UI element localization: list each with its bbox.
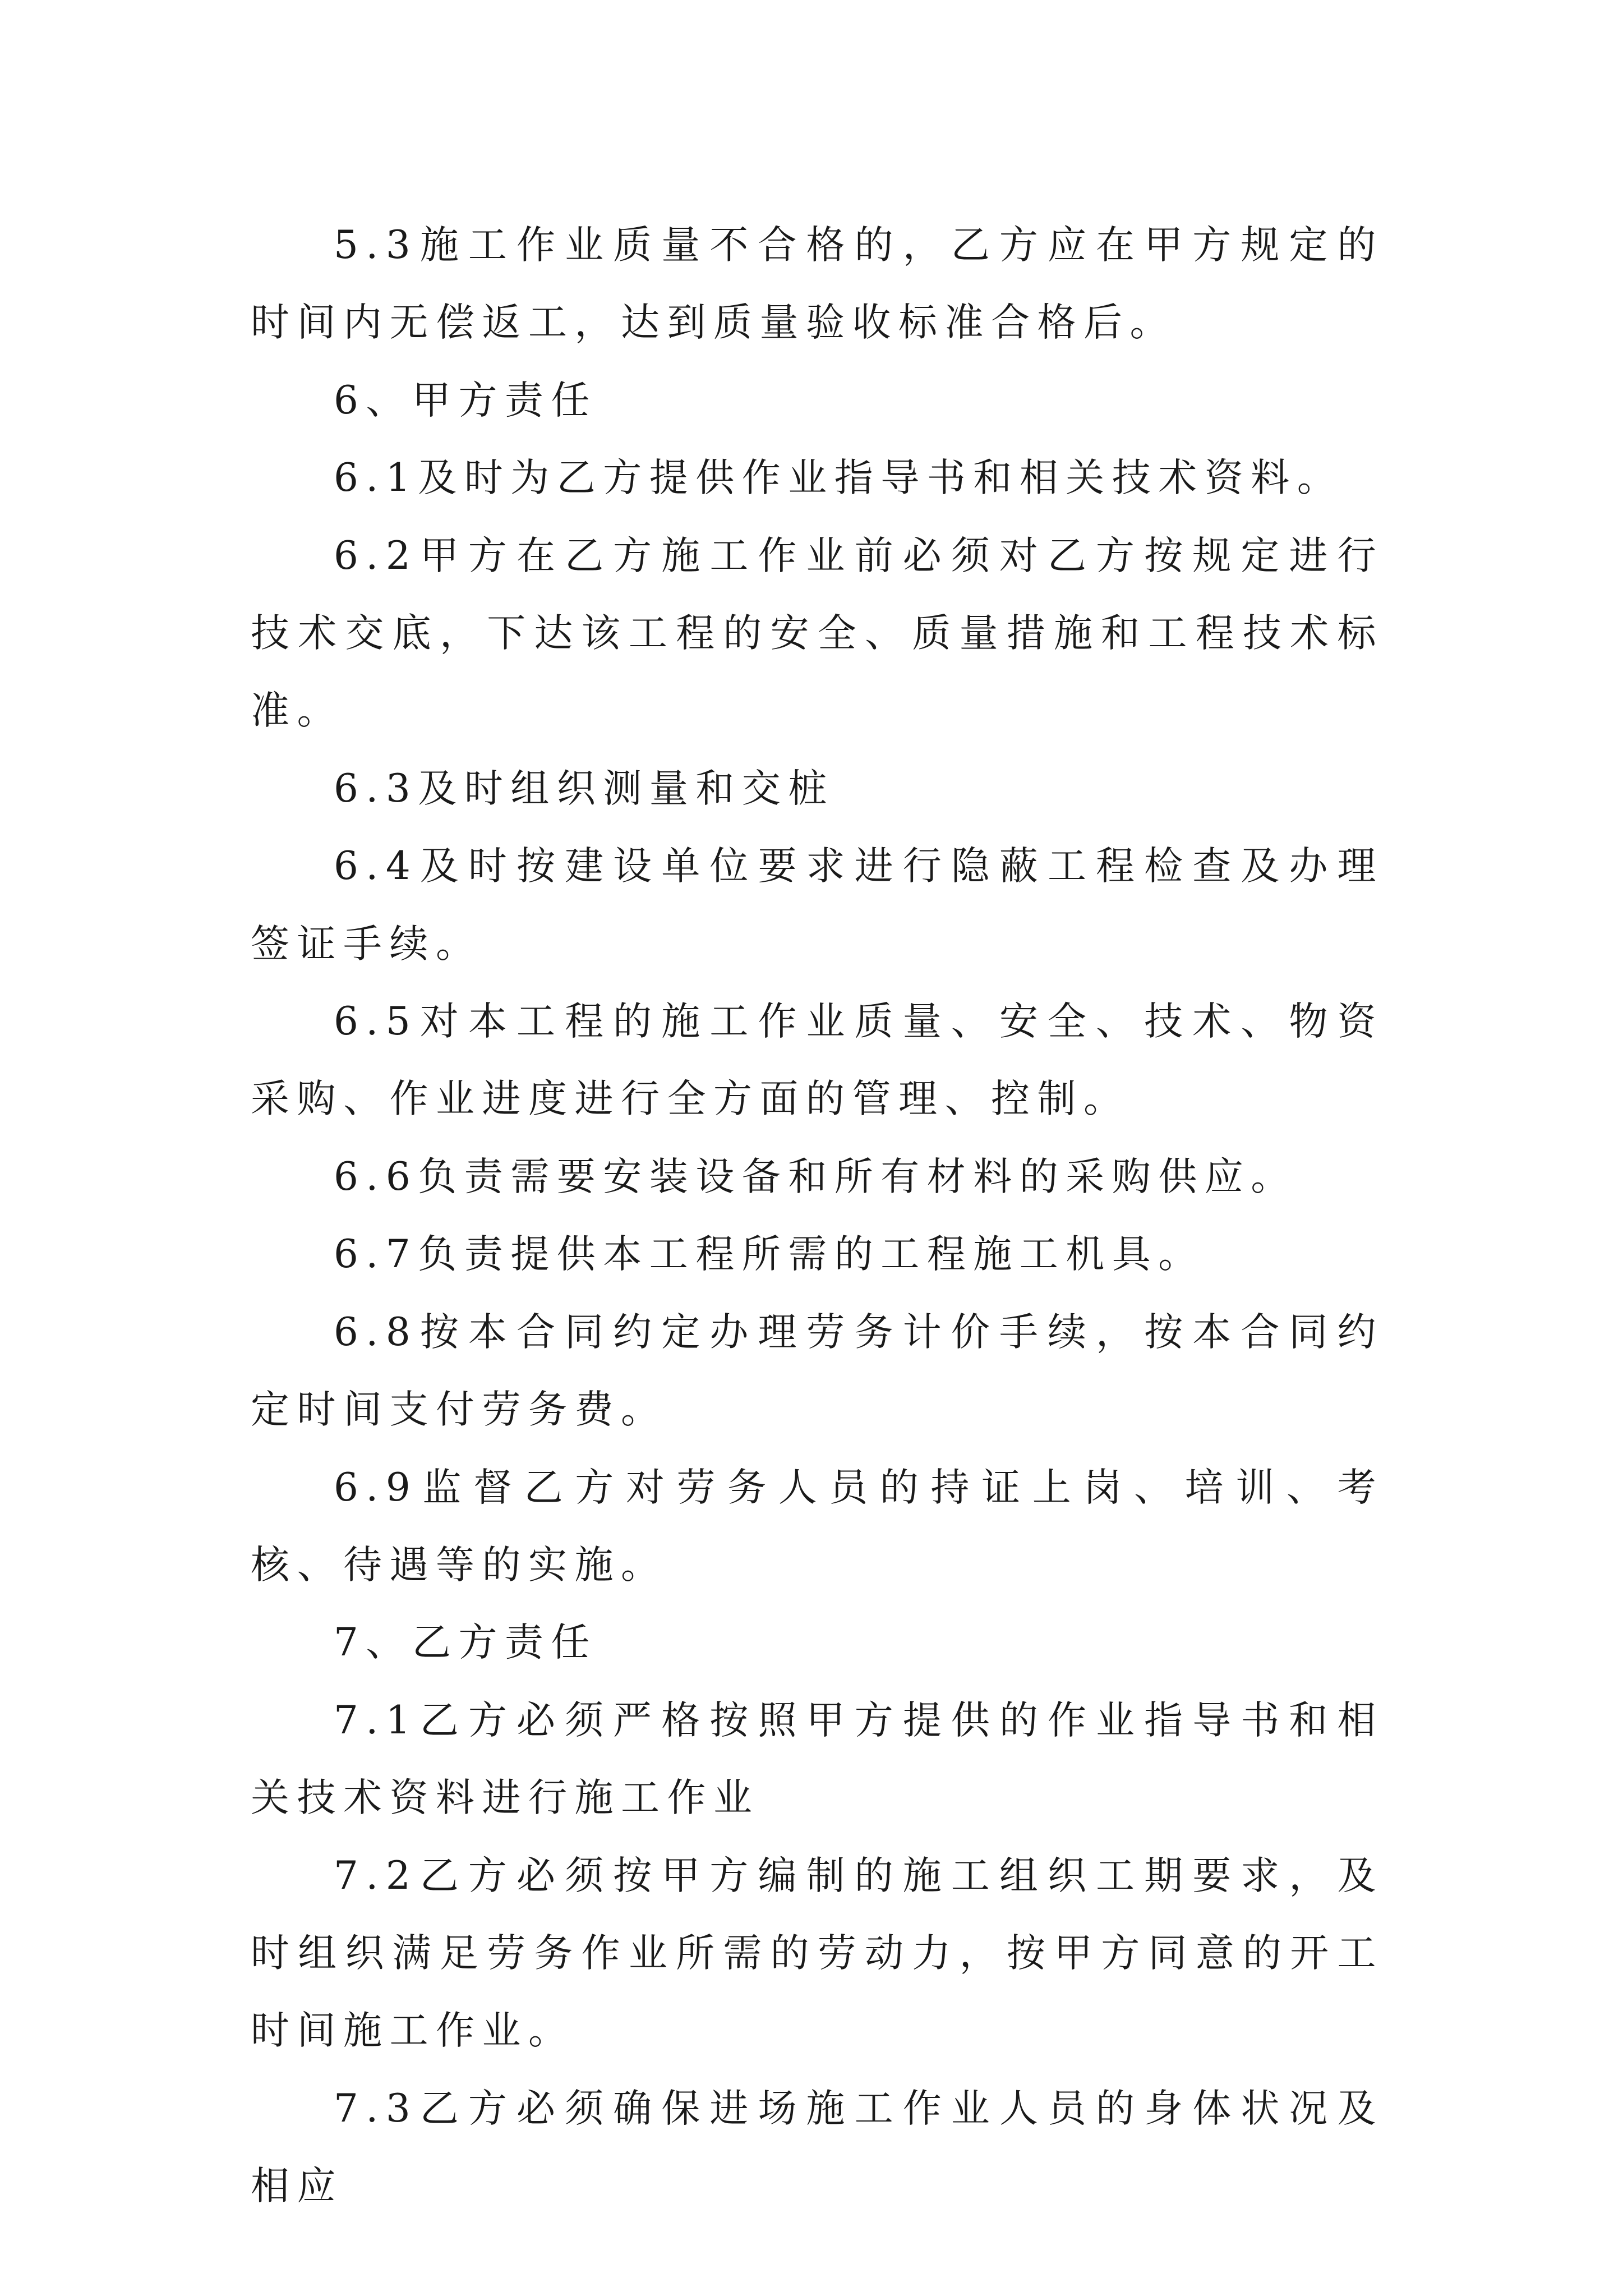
clause-5-3: 5.3施工作业质量不合格的，乙方应在甲方规定的时间内无偿返工，达到质量验收标准合格后。 <box>251 223 1384 346</box>
clause-6-6: 6.6负责需要安装设备和所有材料的采购供应。 <box>334 1154 1297 1199</box>
clause-6-1: 6.1及时为乙方提供作业指导书和相关技术资料。 <box>334 455 1344 501</box>
clause-6-8: 6.8按本合同约定办理劳务计价手续，按本合同约定时间支付劳务费。 <box>251 1309 1384 1433</box>
section-heading-party-a: 6、甲方责任 <box>334 378 597 423</box>
clause-6-9: 6.9监督乙方对劳务人员的持证上岗、培训、考核、待遇等的实施。 <box>251 1465 1384 1588</box>
clause-6-2: 6.2甲方在乙方施工作业前必须对乙方按规定进行技术交底，下达该工程的安全、质量措施和工程技术标准。 <box>251 533 1384 734</box>
clause-6-3: 6.3及时组织测量和交桩 <box>334 766 834 811</box>
document-body <box>251 206 1384 2225</box>
section-heading-party-b: 7、乙方责任 <box>334 1620 597 1665</box>
clause-7-2: 7.2乙方必须按甲方编制的施工组织工期要求，及时组织满足劳务作业所需的劳动力，按甲方同意的开工时间施工作业。 <box>251 1853 1384 2054</box>
clause-6-5: 6.5对本工程的施工作业质量、安全、技术、物资采购、作业进度进行全方面的管理、控制。 <box>251 999 1384 1122</box>
clause-7-1: 7.1乙方必须严格按照甲方提供的作业指导书和相关技术资料进行施工作业 <box>251 1697 1384 1821</box>
clause-6-7: 6.7负责提供本工程所需的工程施工机具。 <box>334 1232 1205 1277</box>
clause-6-4: 6.4及时按建设单位要求进行隐蔽工程检查及办理签证手续。 <box>251 844 1384 967</box>
clause-7-3: 7.3乙方必须确保进场施工作业人员的身体状况及相应 <box>251 2086 1384 2209</box>
